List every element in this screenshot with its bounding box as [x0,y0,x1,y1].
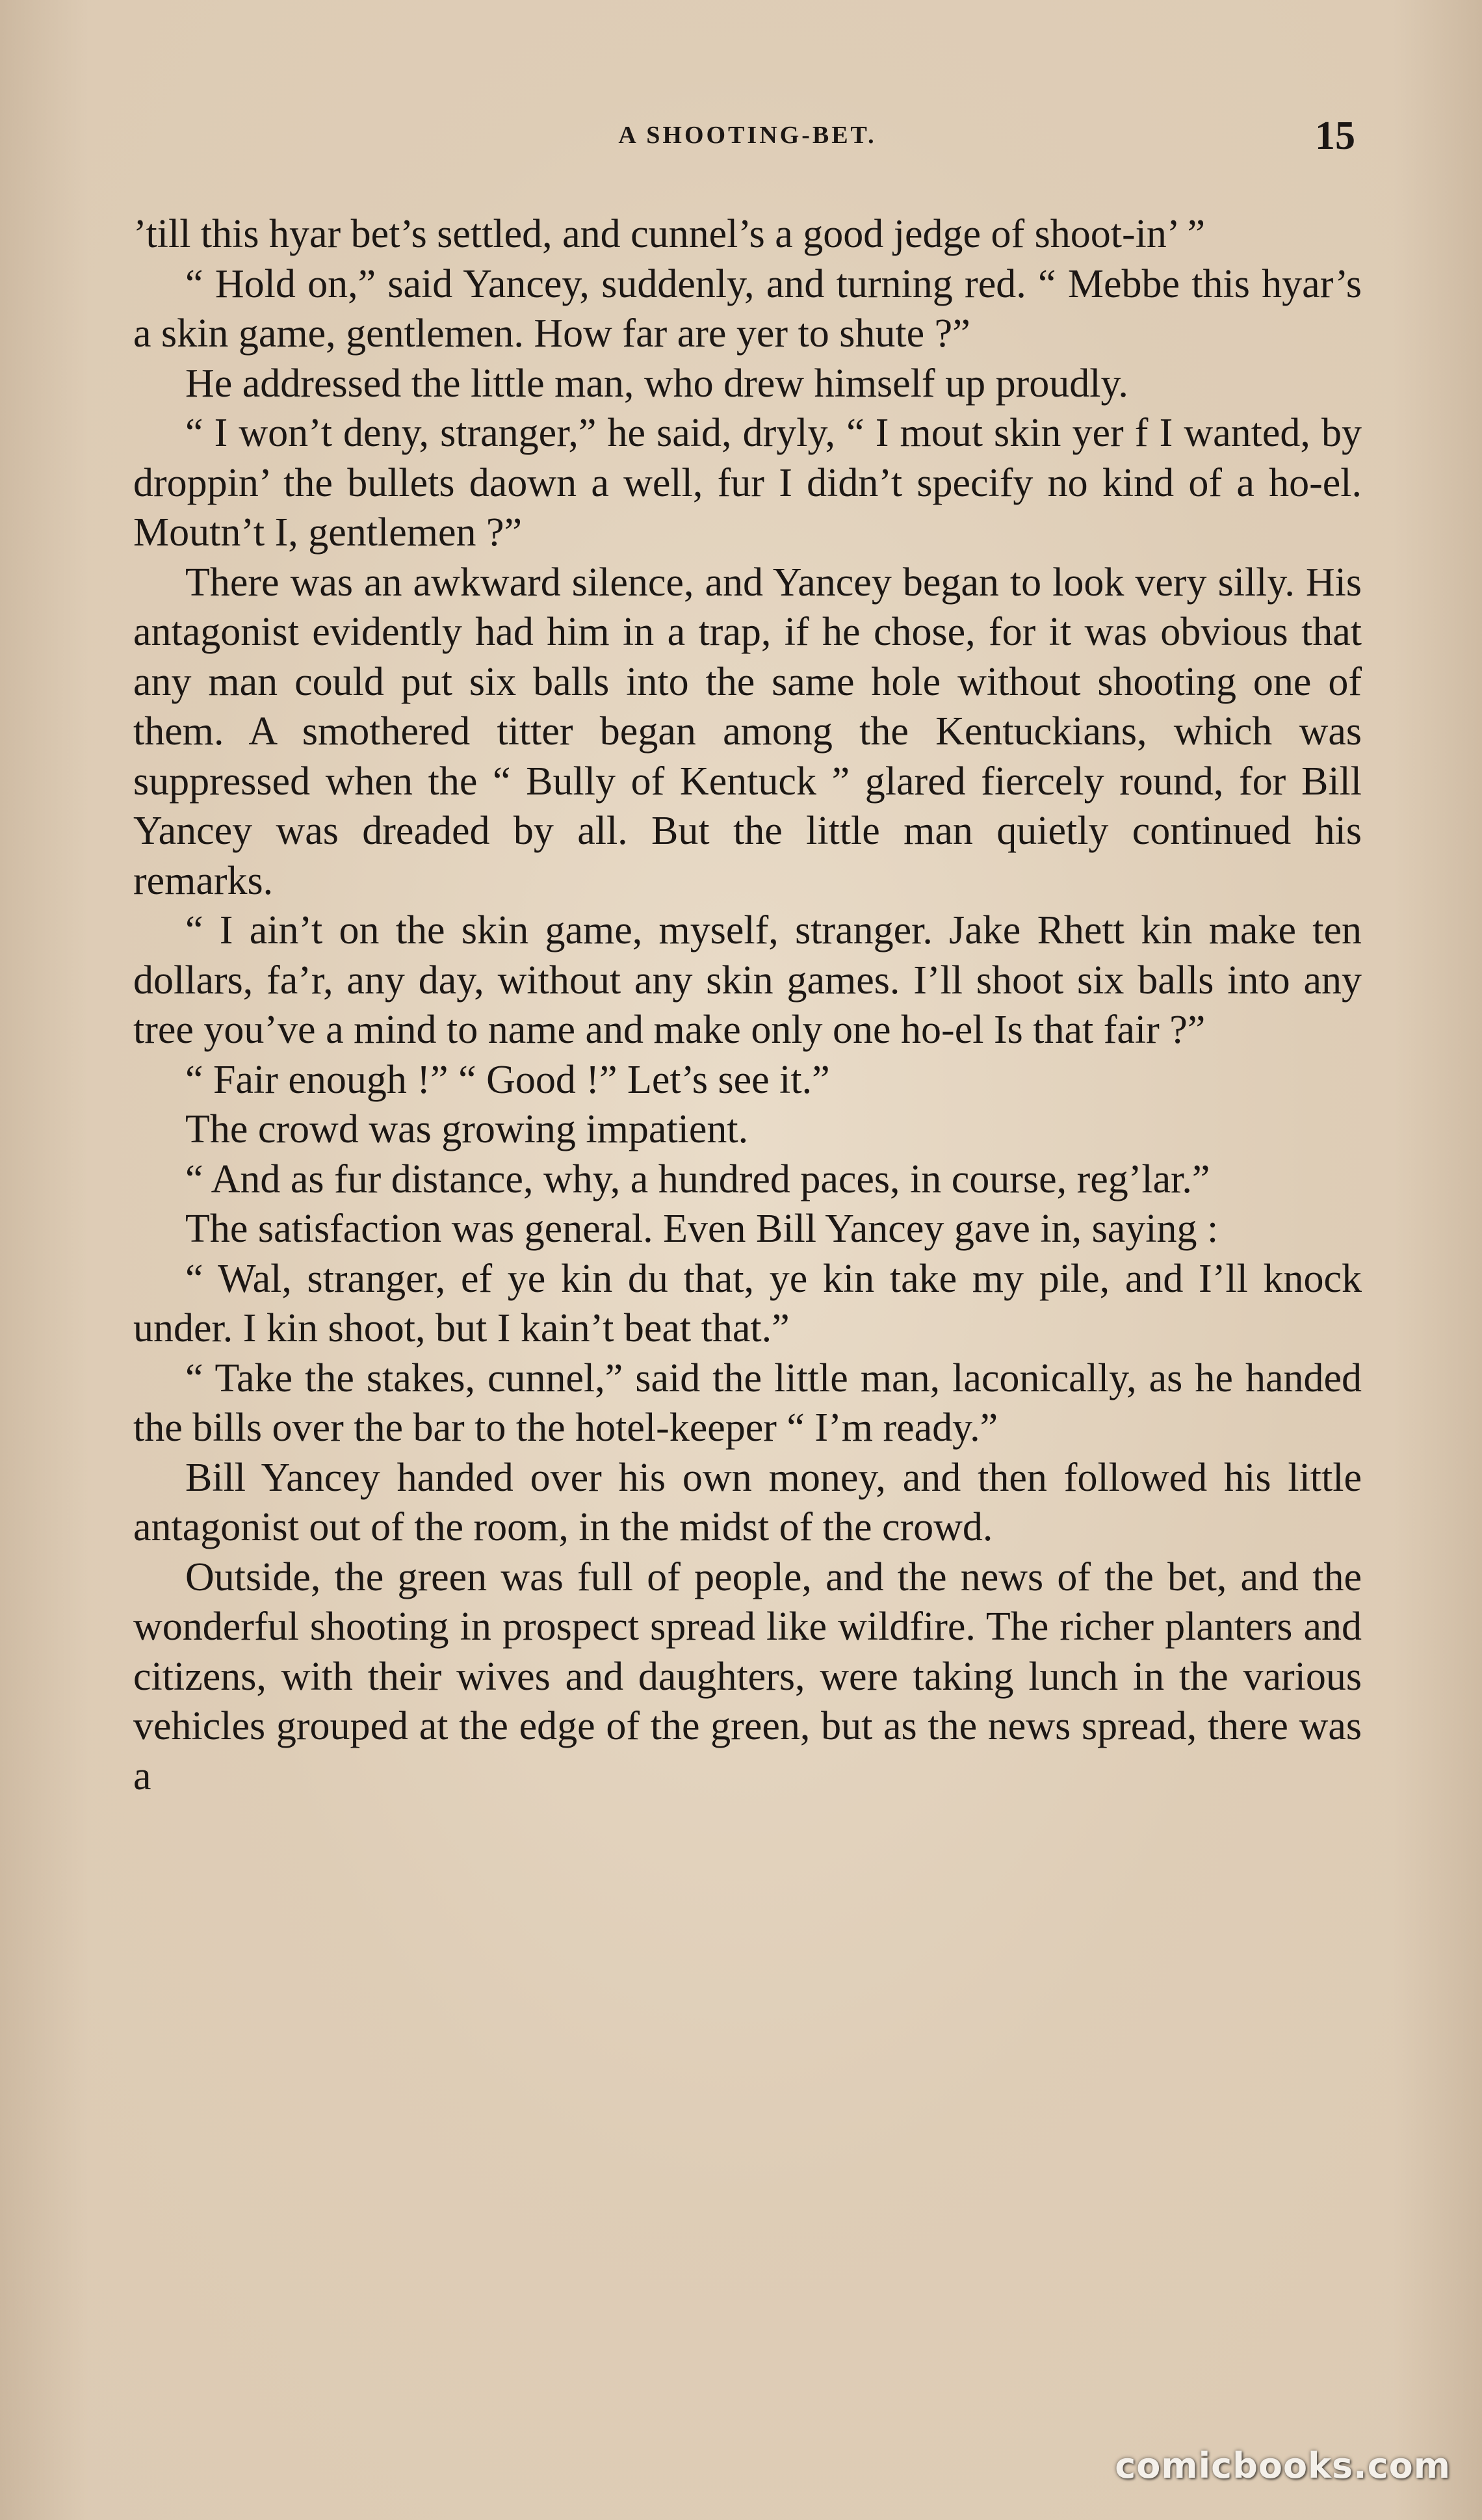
body-text [133,209,1362,1801]
paragraph: “ Hold on,” said Yancey, suddenly, and turning red. “ Mebbe this hyar’s a skin game, gentlemen. How far are yer to shute ?” [133,261,1362,356]
watermark: comicbooks.com [1115,2445,1451,2486]
paragraph: “ I ain’t on the skin game, myself, stranger. Jake Rhett kin make ten dollars, fa’r, any day, without any skin games. I’ll shoot six balls into any tree you’ve a mind to name and make only one ho-el Is that fair ?” [133,908,1362,1052]
paragraph: Outside, the green was full of people, and the news of the bet, and the wonderful shooting in prospect spread like wildfire. The richer planters and citizens, with their wives and daughters, were taking lunch in the various vehicles grouped at the edge of the green, but as the news spread, there was a [133,1555,1362,1798]
page-header [140,116,1355,161]
page-number: 15 [1315,114,1355,158]
paragraph: “ Fair enough !” “ Good !” Let’s see it.” [185,1057,830,1102]
paragraph: “ And as fur distance, why, a hundred paces, in course, reg’lar.” [185,1157,1210,1201]
paragraph: “ I won’t deny, stranger,” he said, dryly, “ I mout skin yer f I wanted, by droppin’ the bullets daown a well, fur I didn’t specify no kind of a ho-el. Moutn’t I, gentlemen ?” [133,411,1362,555]
paragraph: Bill Yancey handed over his own money, and then followed his little antagonist out of the room, in the midst of the crowd. [133,1455,1362,1549]
paragraph: “ Take the stakes, cunnel,” said the little man, laconically, as he handed the bills over the bar to the hotel-keeper “ I’m ready.” [133,1356,1362,1450]
paragraph: He addressed the little man, who drew himself up proudly. [185,361,1128,406]
paragraph: The crowd was growing impatient. [185,1107,749,1151]
paragraph: ’till this hyar bet’s settled, and cunnel’s a good jedge of shoot-in’ ” [133,212,1205,256]
paragraph: There was an awkward silence, and Yancey began to look very silly. His antagonist evidently had him in a trap, if he chose, for it was obvious that any man could put six balls into the same hole without shooting one of them. A smothered titter began among the Kentuckians, which was suppressed when the “ Bully of Kentuck ” glared fiercely round, for Bill Yancey was dreaded by all. But the little man quietly continued his remarks. [133,560,1362,903]
running-title: A SHOOTING-BET. [618,122,877,149]
paragraph: The satisfaction was general. Even Bill Yancey gave in, saying : [185,1207,1219,1251]
paragraph: “ Wal, stranger, ef ye kin du that, ye kin take my pile, and I’ll knock under. I kin shoot, but I kain’t beat that.” [133,1256,1362,1350]
